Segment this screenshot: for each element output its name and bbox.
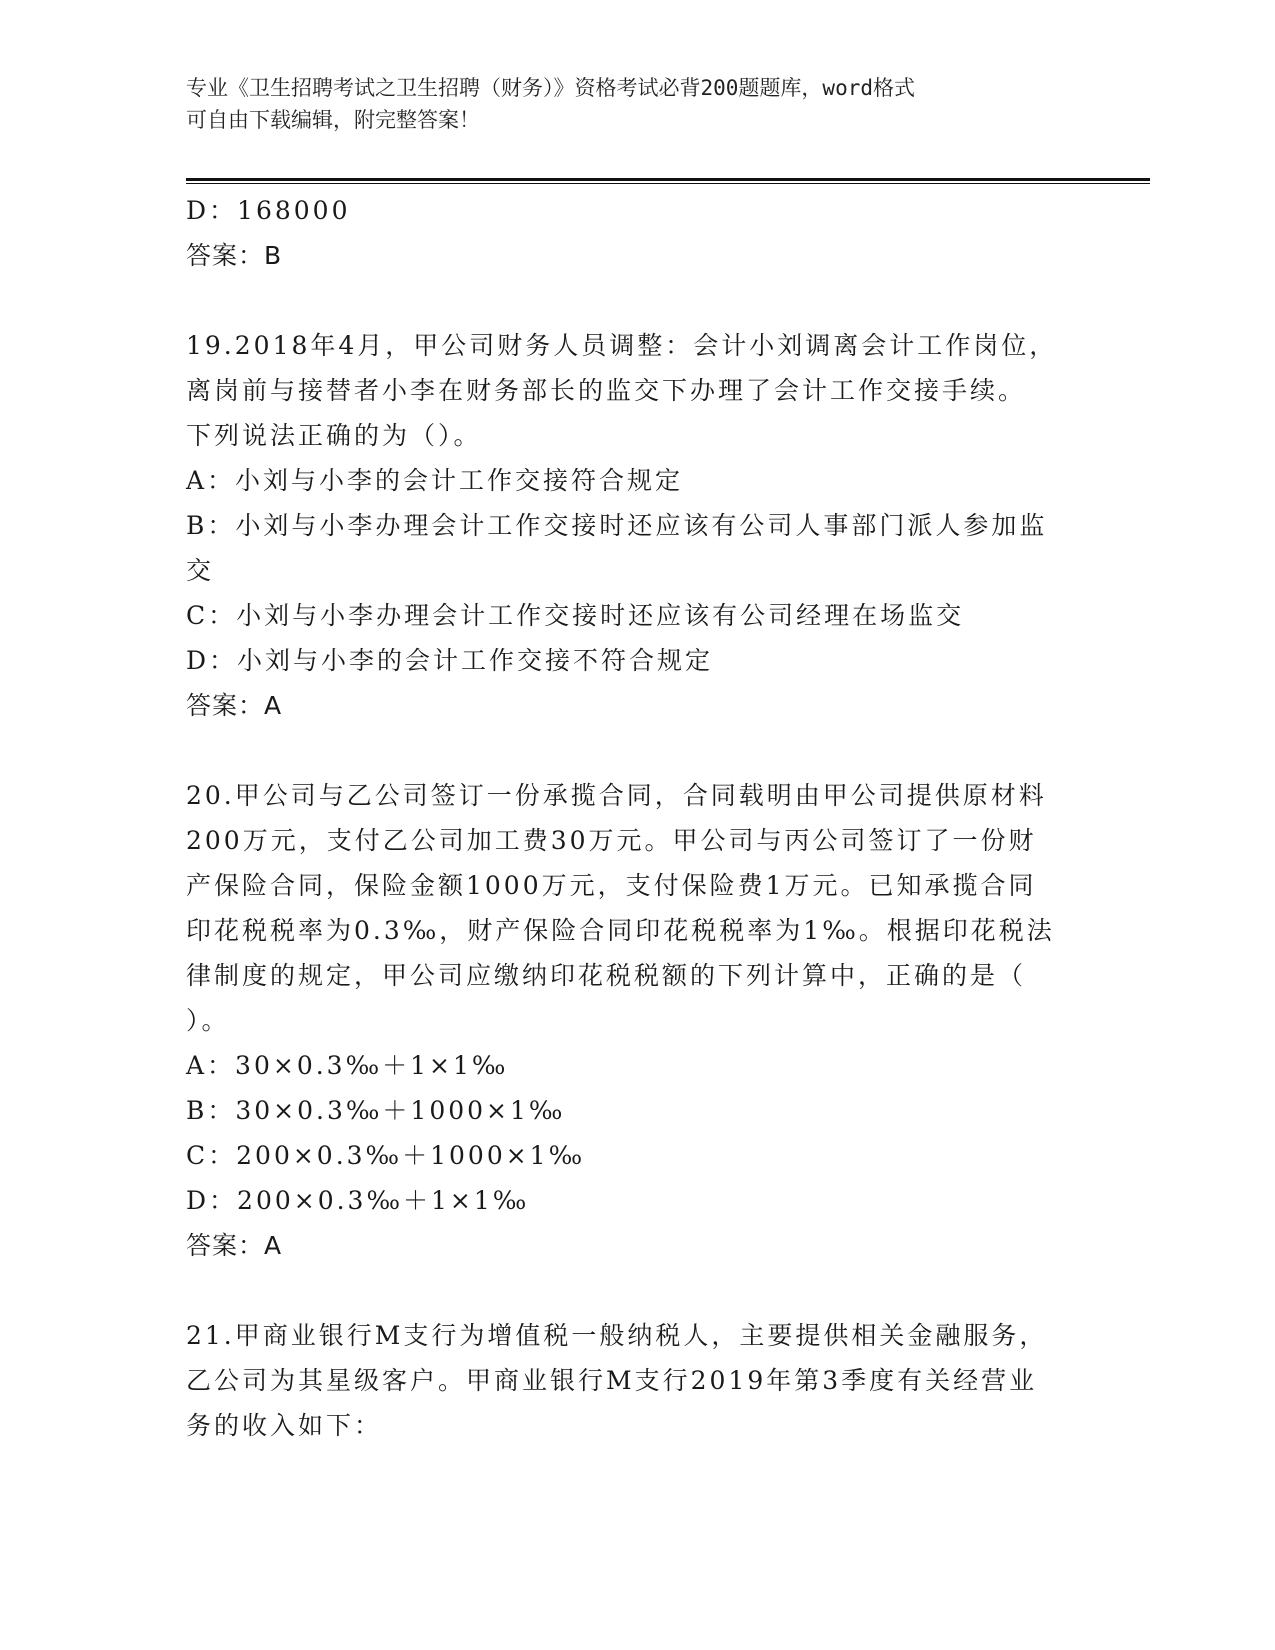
- header-title-line-2: 可自由下载编辑，附完整答案！: [186, 108, 480, 132]
- page-header: [186, 72, 1066, 136]
- q21-stem-line: 21.甲商业银行M支行为增值税一般纳税人，主要提供相关金融服务，: [186, 1321, 1048, 1350]
- q21-stem-line: 务的收入如下：: [186, 1411, 383, 1440]
- q19-option-a: A：小刘与小李的会计工作交接符合规定: [186, 466, 684, 495]
- q19-option-b-continued: 交: [186, 556, 215, 585]
- q20-option-d: D：200×0.3‰＋1×1‰: [186, 1186, 530, 1215]
- q19-option-c: C：小刘与小李办理会计工作交接时还应该有公司经理在场监交: [186, 601, 965, 630]
- header-divider-thick: [186, 178, 1150, 181]
- q19-stem-line: 下列说法正确的为（）。: [186, 421, 482, 450]
- prev-option-d: D：168000: [186, 196, 351, 225]
- q19-option-d: D：小刘与小李的会计工作交接不符合规定: [186, 646, 714, 675]
- header-title-line-1: 专业《卫生招聘考试之卫生招聘（财务）》资格考试必背200题题库，word格式: [186, 76, 915, 100]
- q21-stem-line: 乙公司为其星级客户。甲商业银行M支行2019年第3季度有关经营业: [186, 1366, 1038, 1395]
- q19-answer: 答案：A: [186, 691, 283, 720]
- q20-answer: 答案：A: [186, 1231, 283, 1260]
- question-19: [186, 323, 1076, 728]
- q20-stem-line: 印花税税率为0.3‰，财产保险合同印花税税率为1‰。根据印花税法: [186, 916, 1055, 945]
- q20-option-b: B：30×0.3‰＋1000×1‰: [186, 1096, 566, 1125]
- prev-answer: 答案：B: [186, 241, 283, 270]
- q19-stem-line: 离岗前与接替者小李在财务部长的监交下办理了会计工作交接手续。: [186, 376, 1027, 405]
- spacer: [186, 728, 1076, 773]
- q20-option-a: A：30×0.3‰＋1×1‰: [186, 1051, 509, 1080]
- q19-option-b: B：小刘与小李办理会计工作交接时还应该有公司人事部门派人参加监: [186, 511, 1048, 540]
- question-21: [186, 1313, 1076, 1448]
- q20-stem-line: 产保险合同，保险金额1000万元，支付保险费1万元。已知承揽合同: [186, 871, 1037, 900]
- header-divider-thin: [186, 183, 1150, 184]
- q20-stem-line: 200万元，支付乙公司加工费30万元。甲公司与丙公司签订了一份财: [186, 826, 1037, 855]
- spacer: [186, 278, 1076, 323]
- document-body: [186, 188, 1076, 1448]
- q20-stem-line: 20.甲公司与乙公司签订一份承揽合同，合同载明由甲公司提供原材料: [186, 781, 1047, 810]
- spacer: [186, 1268, 1076, 1313]
- q19-stem-line: 19.2018年4月，甲公司财务人员调整：会计小刘调离会计工作岗位，: [186, 331, 1058, 360]
- q20-stem-line: 律制度的规定，甲公司应缴纳印花税税额的下列计算中，正确的是（: [186, 961, 1027, 990]
- question-20: [186, 773, 1076, 1268]
- q20-option-c: C：200×0.3‰＋1000×1‰: [186, 1141, 586, 1170]
- q20-stem-line: ）。: [186, 1006, 230, 1035]
